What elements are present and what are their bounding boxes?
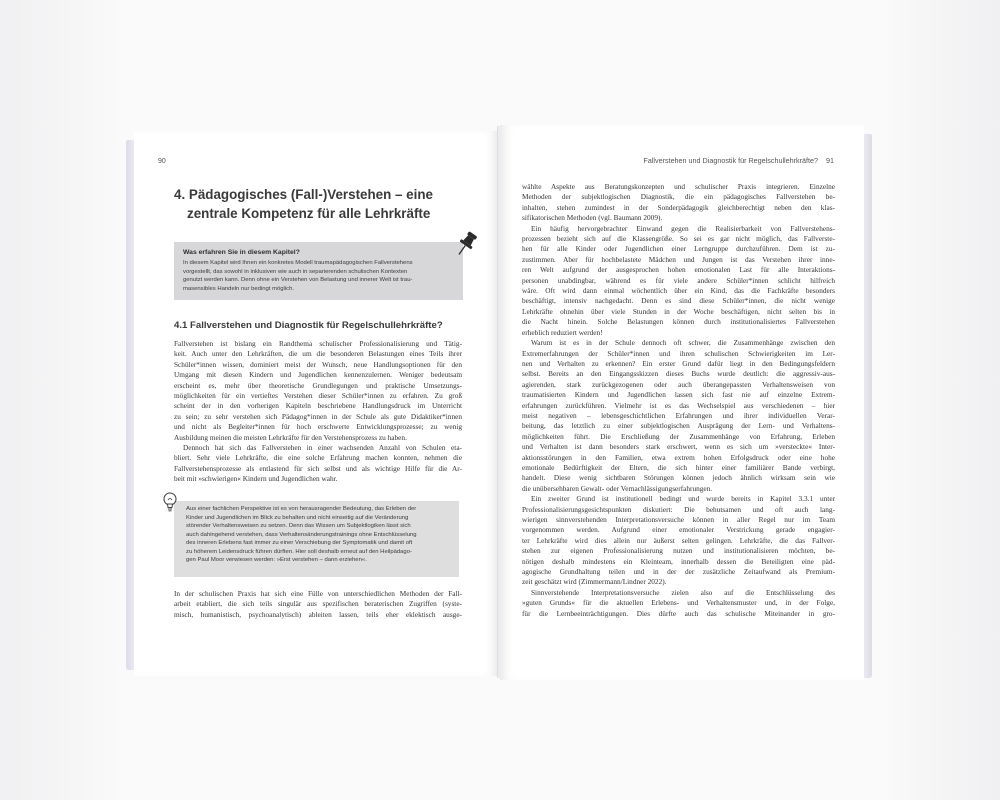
page-number-left: 90: [158, 158, 166, 165]
text-line: arbeit etabliert, die sich teils singulär aus spezifischen beraterischen Zugriffen (syste-: [174, 599, 462, 609]
text-line: Dennoch hat sich das Fallverstehen in einer wachsenden Anzahl von Schulen eta-: [183, 443, 462, 453]
text-line: wäre. Oft wird dann einmal wöchentlich über ein Kind, das die Fachkräfte besonders: [522, 286, 835, 296]
text-line: emotionale Bedürftigkeit der Eltern, die sich hinter einer familiärer Bande verbirgt,: [522, 462, 835, 472]
text-line: erscheint es, mehr über theoretische Grundlegungen und praktische Umsetzungs-: [174, 380, 462, 390]
page-number-right: 91: [826, 156, 834, 165]
text-line: für die Lernbeeinträchtigungen. Dies dürfte auch das schulische Miteinander in gro-: [522, 608, 835, 618]
text-line: traumatisierten Kindern und Jugendlichen lassen sich fast nie auf einzelne Extrem-: [522, 390, 835, 400]
info-box-line: In diesem Kapitel wird Ihnen ein konkretes Modell traumapädagogischen Fallverstehens: [183, 260, 413, 266]
info-box-line: masensibles Handeln nur bedingt möglich.: [183, 285, 295, 292]
text-line: Methoden der subjektlogischen Diagnostik, die ein pädagogisches Fallverstehen be-: [522, 192, 835, 202]
chapter-info-box: [174, 242, 463, 300]
text-line: ren Welt aufgrund der ausgesprochen hohen emotionalen Last für alle Interaktions-: [522, 265, 835, 275]
text-line: personen unabdingbar, während es für viele andere Schüler*innen schlicht hilfreich: [522, 275, 835, 285]
note-line: des inneren Erlebens fast immer zu einer Verschiebung der Symptomatik und damit oft: [186, 540, 413, 546]
text-line: möglichkeiten führt. Die Erschließung der Zusammenhänge von Erfahrung, Erleben: [522, 431, 835, 441]
text-line: erfahrungen zurückführen. Vielmehr ist es das Wechselspiel aus verschiedenen – hier: [522, 400, 835, 410]
note-line: Aus einer fachlichen Perspektive ist es von herausragender Bedeutung, das Erleben der: [186, 506, 417, 512]
paragraph: [174, 589, 462, 620]
text-line: keit. Auch unter den Lehrkräften, die um die besonderen Belastungen eines Teils ihrer: [174, 349, 462, 359]
paragraph: [174, 339, 462, 485]
text-line: meist negativen – lebensgeschichtlichen Erfahrungen und ihrer individuellen Verar-: [522, 410, 835, 420]
text-line: beit mit »schwierigen« Kindern und Jugendlichen wahr.: [174, 474, 338, 484]
text-line: nen und Verhalten zu erkennen? Ein erster Grund dafür liegt in den Bedingungsfeldern: [522, 358, 835, 368]
chapter-title-line: 4. Pädagogisches (Fall-)Verstehen – eine: [174, 187, 433, 202]
text-line: Warum ist es in der Schule dennoch oft schwer, die Zusammenhänge zwischen den: [531, 338, 835, 348]
note-box: [174, 501, 459, 577]
text-line: und Verhalten ist dann besonders stark erschwert, wenn es sich um »versteckte« Inter-: [522, 442, 835, 452]
note-line: Kinder und Jugendlichen im Blick zu behalten und nicht einseitig auf die Veränderung: [186, 514, 409, 521]
text-line: scheint der in den vorherigen Kapiteln beschriebene Handlungsdruck im Unterricht: [174, 401, 462, 411]
text-line: handelt. Diese wenig sichtbaren Störungen können jedoch ähnlich wirksam sein wie: [522, 473, 835, 483]
text-line: und nicht als Begleiter*innen für hoch erschwerte Entwicklungsprozesse; zu wenig: [174, 422, 462, 432]
text-line: zeit geschätzt wird (Zimmermann/Lindner 2022).: [522, 577, 667, 587]
text-line: möglichkeiten für ein vertieftes Verstehen dieser Schüler*innen zu erfahren. Zu groß: [174, 391, 462, 401]
right-page: [500, 125, 864, 680]
text-line: beitung, das letztlich zu einer subjektlogischen Ausprägung der Lern- und Verhaltens-: [522, 421, 835, 431]
text-line: zustimmen. Aber für hochbelastete Mädchen und Jungen ist das Verstehen ihrer inne-: [522, 254, 835, 264]
text-line: nötigen deshalb mindestens ein Kleinteam, innerhalb dessen die Beteiligten eine päd-: [522, 556, 835, 566]
text-line: Professionalisierungsgesichtspunkten diskutiert: Die behutsamen und oft auch lang-: [522, 504, 835, 514]
text-line: die Nacht hinein. Solche Belastungen können durch institutionalisiertes Fallverstehen: [522, 317, 835, 327]
text-line: sifikatorischen Methoden (vgl. Baumann 2009).: [522, 213, 663, 223]
text-line: »guten Grunds« für die aktuellen Erlebens- und Verhaltensmuster und, in der Folge,: [522, 598, 835, 608]
section-heading: 4.1 Fallverstehen und Diagnostik für Regelschullehrkräfte?: [174, 320, 443, 331]
note-line: zu höherem Leidensdruck führen dürften. Hier soll deshalb erneut auf den Heilpädago-: [186, 548, 412, 555]
text-line: beschäftigt, intensiv nachgedacht. Denn es sind diese Schüler*innen, die nicht wenige: [522, 296, 835, 306]
text-line: Ein zweiter Grund ist institutionell bedingt und wurde bereits in Kapitel 3.3.1 unter: [531, 494, 835, 504]
lightbulb-icon: [162, 492, 178, 514]
text-line: stehen zur eigenen Professionalisierung nutzen und institutionalisieren möchten, be-: [522, 546, 835, 556]
running-head: [643, 156, 834, 165]
text-line: selbst. Bereits an den Eingangsskizzen dieses Buchs wurde deutlich: die aggressiv-aus-: [522, 369, 835, 379]
text-line: aktionsstörungen in den Familien, etwa extrem hohen Erfolgsdruck oder eine hohe: [522, 452, 835, 462]
text-line: Extremerfahrungen der Schüler*innen und ihren schulischen Schwierigkeiten im Ler-: [522, 348, 835, 358]
text-line: Sinnverstehende Interpretationsversuche zielen also auf die Entschlüsselung des: [531, 587, 835, 597]
chapter-title: [174, 185, 433, 223]
running-head-title: Fallverstehen und Diagnostik für Regelschullehrkräfte?: [643, 156, 818, 165]
text-line: die unübersehbaren Gewalt- oder Vernachlässigungserfahrungen.: [522, 483, 713, 493]
text-line: Fallverstehensprozesse als entlastend für sich selbst und als wichtige Hilfe für die Ar-: [174, 463, 462, 473]
info-box-body: [183, 259, 454, 293]
text-line: In der schulischen Praxis hat sich eine Fülle von unterschiedlichen Methoden der Fall-: [174, 589, 462, 598]
text-line: wierigen sinnverstehenden Interpretationsversuche können in aller Regel nur im Team: [522, 515, 835, 524]
text-line: agogische Grundhaltung teilen und in der der zusätzliche Zeitaufwand als Premium-: [522, 567, 835, 577]
note-line: auch dahingehend verstehen, dass Verhaltensänderungstrainings ohne Entschlüsselung: [186, 531, 417, 538]
text-line: Fallverstehen ist bislang ein Randthema schulischer Professionalisierung und Tätig-: [174, 339, 462, 348]
text-line: prozessen bezieht sich auf die Klassengröße. So sei es gar nicht möglich, das Fallverste-: [522, 234, 835, 244]
text-line: bliert. Sehr viele Lehrkräfte, die eine solche Erfahrung machen konnten, nehmen die: [174, 453, 462, 463]
chapter-title-line: zentrale Kompetenz für alle Lehrkräfte: [187, 206, 431, 221]
text-line: Ausbildung meinen die meisten Lehrkräfte für den Verstehensprozess zu haben.: [174, 432, 407, 442]
text-line: Lehrkräfte ohnehin über viele Stunden in der Woche beschäftigen, nicht selten bis in: [522, 306, 835, 316]
text-line: inhalten, stehen zumindest in der Sonderpädagogik gleichberechtigt neben den klas-: [522, 202, 835, 212]
text-line: ter Lehrkräfte wird dies allein nur äußerst selten gelingen. Lehrkräfte, die das Fallver-: [522, 535, 835, 545]
info-box-title: Was erfahren Sie in diesem Kapitel?: [183, 249, 300, 256]
pushpin-icon: [454, 230, 480, 260]
text-line: zu sein; zu sehr verstehen sich Pädagog*innen in der Schule als gute Didaktiker*innen: [174, 411, 462, 421]
text-line: Schüler*innen wissen, dominiert meist der Wunsch, neue Handlungsoptionen für den: [174, 359, 462, 369]
text-line: erheblich reduziert werden!: [522, 327, 603, 337]
text-line: agierenden, stark zurückgezogenen oder auch überangepassten Verhaltensweisen von: [522, 379, 835, 389]
text-line: vorgenommen werden. Aufgrund einer emotionaler Verstrickung gerade engagier-: [522, 525, 835, 535]
note-line: gen Paul Moor verwiesen werden: »Erst verstehen – dann erziehen«.: [186, 557, 367, 563]
text-line: misch, humanistisch, psychoanalytisch) ableiten lassen, teils eher eklektisch ausge-: [174, 609, 462, 619]
text-line: hen für alle Kinder oder Jugendlichen einer Lerngruppe durchzuführen. Dem ist zu-: [522, 244, 835, 254]
info-box-line: vorgestellt, das sowohl in inklusiven wie auch in separierenden schulischen Kontexten: [183, 268, 408, 275]
note-body: [186, 505, 451, 565]
info-box-line: genutzt werden kann. Denn ohne ein Verstehen von Belastung und innerer Welt ist trau-: [183, 277, 413, 284]
note-line: störender Verhaltensweisen zu setzen. Denn das Wissen um Subjektlogiken lässt sich: [186, 523, 411, 529]
paragraph: [522, 182, 835, 619]
text-line: wählte Aspekte aus Beratungskonzepten und schulischer Praxis integrieren. Einzelne: [522, 182, 835, 191]
left-page: [134, 131, 498, 676]
text-line: Ein häufig hervorgebrachter Einwand gegen die Realisierbarkeit von Fallverstehens-: [531, 223, 835, 233]
text-line: Umgang mit diesen Kindern und Jugendlichen kennenzulernen. Weniger bedeutsam: [174, 370, 462, 380]
